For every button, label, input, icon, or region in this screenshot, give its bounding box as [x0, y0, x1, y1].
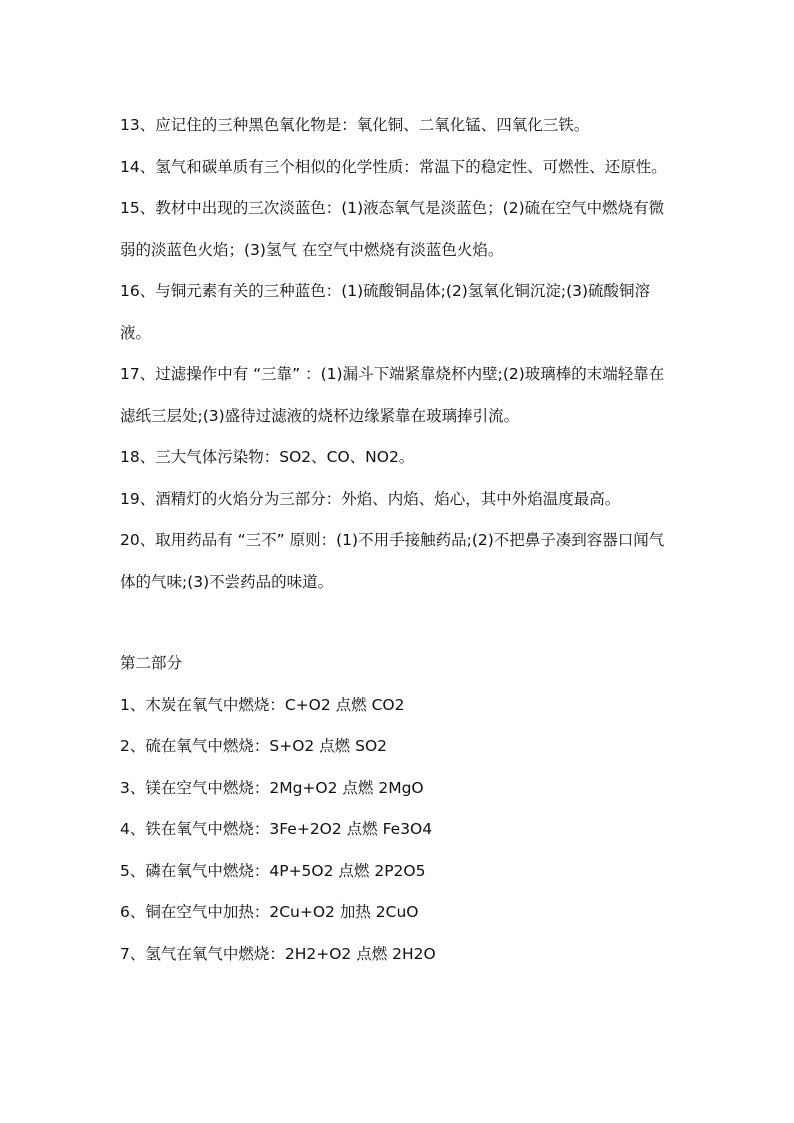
- equation-item-1: 1、木炭在氧气中燃烧：C+O2 点燃 CO2: [120, 695, 405, 714]
- equation-item-3: 3、镁在空气中燃烧：2Mg+O2 点燃 2MgO: [120, 778, 424, 797]
- equation-item-4: 4、铁在氧气中燃烧：3Fe+2O2 点燃 Fe3O4: [120, 820, 433, 838]
- equation-item-2: 2、硫在氧气中燃烧：S+O2 点燃 SO2: [120, 737, 388, 755]
- list-item-18: 18、三大气体污染物：SO2、CO、NO2。: [120, 448, 415, 466]
- equation-item-7: 7、氢气在氧气中燃烧：2H2+O2 点燃 2H2O: [120, 944, 436, 963]
- list-item-20: 20、取用药品有 “三不” 原则：(1)不用手接触药品;(2)不把鼻子凑到容器口闻气体的气味;(3)不尝药品的味道。: [120, 531, 665, 591]
- section-heading: 第二部分: [120, 654, 183, 672]
- list-item-16: 16、与铜元素有关的三种蓝色：(1)硫酸铜晶体;(2)氢氧化铜沉淀;(3)硫酸铜溶液。: [120, 282, 651, 342]
- section-spacer: [120, 603, 676, 643]
- equation-item-5: 5、磷在氧气中燃烧：4P+5O2 点燃 2P2O5: [120, 861, 426, 880]
- list-item-13: 13、应记住的三种黑色氧化物是：氧化铜、二氧化锰、四氧化三铁。: [120, 116, 590, 134]
- list-item-15: 15、教材中出现的三次淡蓝色：(1)液态氧气是淡蓝色；(2)硫在空气中燃烧有微弱的淡蓝色火焰；(3)氢气 在空气中燃烧有淡蓝色火焰。: [120, 199, 665, 259]
- list-item-19: 19、酒精灯的火焰分为三部分：外焰、内焰、焰心，其中外焰温度最高。: [120, 489, 621, 508]
- list-item-17: 17、过滤操作中有 “三靠” ：(1)漏斗下端紧靠烧杯内壁;(2)玻璃棒的末端轻靠在滤纸三层处;(3)盛待过滤液的烧杯边缘紧靠在玻璃捧引流。: [120, 365, 665, 425]
- part1-list: [120, 105, 676, 603]
- equation-list: [120, 685, 676, 976]
- equation-item-6: 6、铜在空气中加热：2Cu+O2 加热 2CuO: [120, 903, 419, 921]
- list-item-14: 14、氢气和碳单质有三个相似的化学性质：常温下的稳定性、可燃性、还原性。: [120, 157, 667, 176]
